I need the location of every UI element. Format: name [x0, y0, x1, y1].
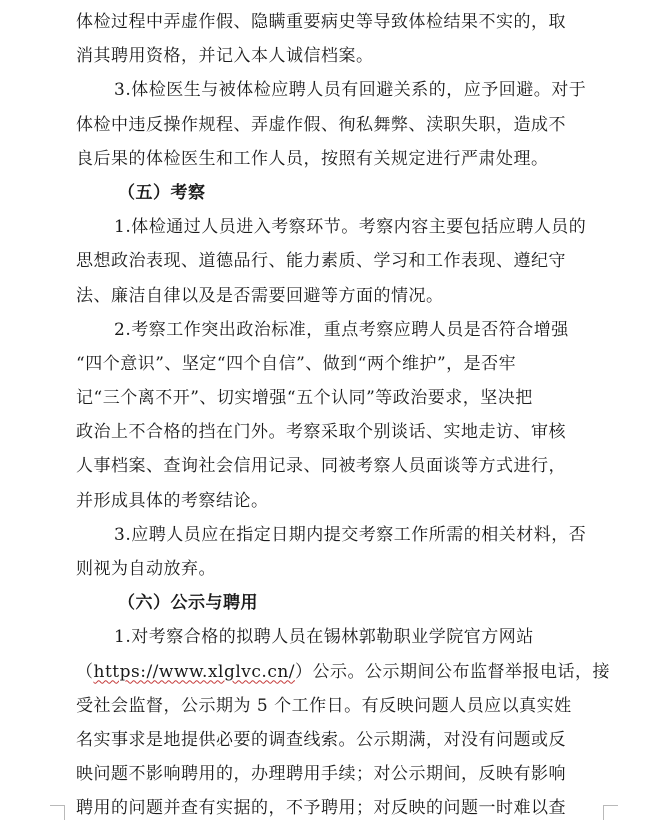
paragraph-line: 3.体检医生与被体检应聘人员有回避关系的，应予回避。对于: [114, 80, 587, 101]
paragraph-line: 聘用的问题并查有实据的，不予聘用；对反映的问题一时难以查: [76, 798, 566, 819]
paragraph-line: “四个意识”、坚定“四个自信”、做到“两个维护”，是否牢: [76, 353, 517, 374]
paragraph-line: 受社会监督，公示期为 5 个工作日。有反映问题人员应以真实姓: [76, 695, 572, 716]
paragraph-line-tail: ）公示。公示期间公布监督举报电话，接: [295, 661, 611, 682]
paragraph-line: 良后果的体检医生和工作人员，按照有关规定进行严肃处理。: [76, 148, 549, 169]
paragraph-line: 人事档案、查询社会信用记录、同被考察人员面谈等方式进行，: [76, 456, 566, 477]
paragraph-line: 法、廉洁自律以及是否需要回避等方面的情况。: [76, 285, 444, 306]
document-body: [76, 5, 611, 826]
paragraph-line: 映问题不影响聘用的，办理聘用手续；对公示期间，反映有影响: [76, 764, 566, 785]
paragraph-line: 消其聘用资格，并记入本人诚信档案。: [76, 46, 374, 67]
paragraph-line: 1.对考察合格的拟聘人员在锡林郭勒职业学院官方网站: [114, 627, 534, 648]
paragraph-line: 思想政治表现、道德品行、能力素质、学习和工作表现、遵纪守: [76, 251, 566, 272]
paragraph-line: 体检过程中弄虚作假、隐瞒重要病史等导致体检结果不实的，取: [76, 12, 566, 32]
paragraph-line: 名实事求是地提供必要的调查线索。公示期满，对没有问题或反: [76, 729, 566, 750]
paragraph-line: 1.体检通过人员进入考察环节。考察内容主要包括应聘人员的: [114, 217, 587, 238]
section-heading: （五）考察: [118, 182, 206, 203]
paragraph-line: 政治上不合格的挡在门外。考察采取个别谈话、实地走访、审核: [76, 422, 566, 443]
paragraph-line: 3.应聘人员应在指定日期内提交考察工作所需的相关材料，否: [114, 524, 587, 545]
website-url: https://www.xlglvc.cn/: [93, 661, 296, 682]
paragraph-line: [76, 655, 611, 689]
paragraph-line: 记“三个离不开”、切实增强“五个认同”等政治要求，坚决把: [76, 388, 533, 409]
page-corner-mark-left: [50, 805, 65, 820]
paragraph-line: 体检中违反操作规程、弄虚作假、徇私舞弊、渎职失职，造成不: [76, 114, 566, 135]
paragraph-line: 则视为自动放弃。: [76, 559, 216, 579]
page-corner-mark-right: [603, 805, 618, 820]
paragraph-line: 2.考察工作突出政治标准，重点考察应聘人员是否符合增强: [114, 319, 569, 340]
paren-open: （: [76, 661, 94, 682]
paragraph-line: 并形成具体的考察结论。: [76, 490, 269, 511]
section-heading: （六）公示与聘用: [118, 593, 258, 614]
